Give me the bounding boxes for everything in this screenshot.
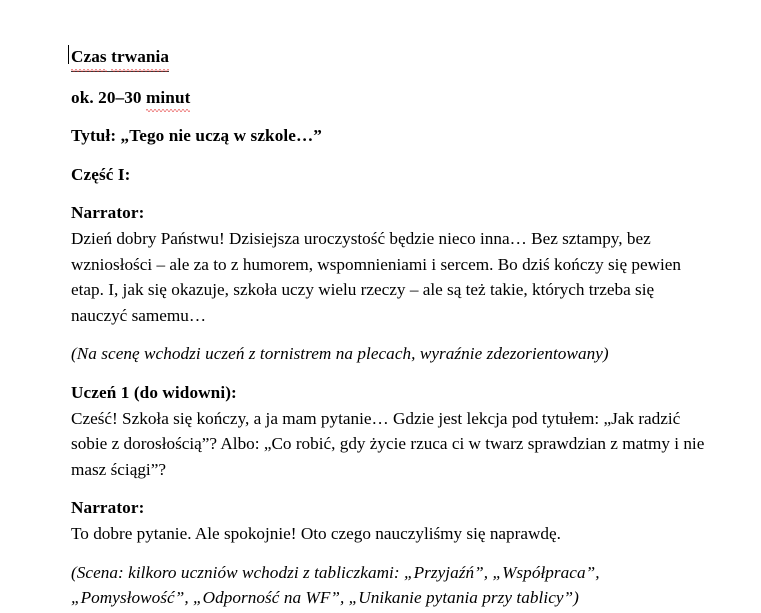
speaker-label-student-1: Uczeń 1 (do widowni):: [71, 382, 237, 402]
stage-direction-2: (Scena: kilkoro uczniów wchodzi z tabliczkami: „Przyjaźń”, „Współpraca”, „Pomysłowość”, „Odporność na WF”, „Unikanie pytania przy tablicy”): [71, 562, 600, 608]
speaker-label-narrator-2: Narrator:: [71, 498, 145, 518]
misspelled-word-trwania[interactable]: trwania: [111, 44, 169, 70]
duration-heading[interactable]: [71, 44, 707, 72]
misspelled-word-minut[interactable]: minut: [146, 85, 190, 111]
stage-direction-1: (Na scenę wchodzi uczeń z tornistrem na plecach, wyraźnie zdezorientowany): [71, 344, 609, 364]
duration-value-number: ok. 20–30: [71, 87, 147, 107]
script-title[interactable]: Tytuł: „Tego nie uczą w szkole…”: [71, 126, 322, 146]
speech-text-narrator-1: Dzień dobry Państwu! Dzisiejsza uroczystość będzie nieco inna… Bez sztampy, bez wzniosłości – ale za to z humorem, wspomnieniami i sercem. Bo dziś kończy się pewien etap. I, jak się okazuje, szkoła uczy wielu rzeczy – ale są też takie, których trzeba się nauczyć samemu…: [71, 228, 681, 325]
speech-student-1[interactable]: [71, 380, 707, 482]
speaker-label-narrator-1: Narrator:: [71, 203, 145, 223]
duration-value[interactable]: [71, 85, 707, 111]
document-text-body[interactable]: [71, 44, 707, 611]
speech-text-narrator-2: To dobre pytanie. Ale spokojnie! Oto czego nauczyliśmy się naprawdę.: [71, 523, 561, 543]
duration-heading-underlined: [71, 44, 169, 72]
misspelled-word-czas[interactable]: Czas: [71, 44, 107, 70]
text-caret: [68, 45, 69, 64]
speech-text-student-1: Cześć! Szkoła się kończy, a ja mam pytanie… Gdzie jest lekcja pod tytułem: „Jak radzić sobie z dorosłością”? Albo: „Co robić, gdy życie rzuca ci w twarz sprawdzian z matmy i nie masz ściągi”?: [71, 408, 705, 479]
speech-narrator-2[interactable]: [71, 495, 707, 546]
speech-narrator-1[interactable]: [71, 200, 707, 328]
part-heading[interactable]: Część I:: [71, 164, 131, 184]
